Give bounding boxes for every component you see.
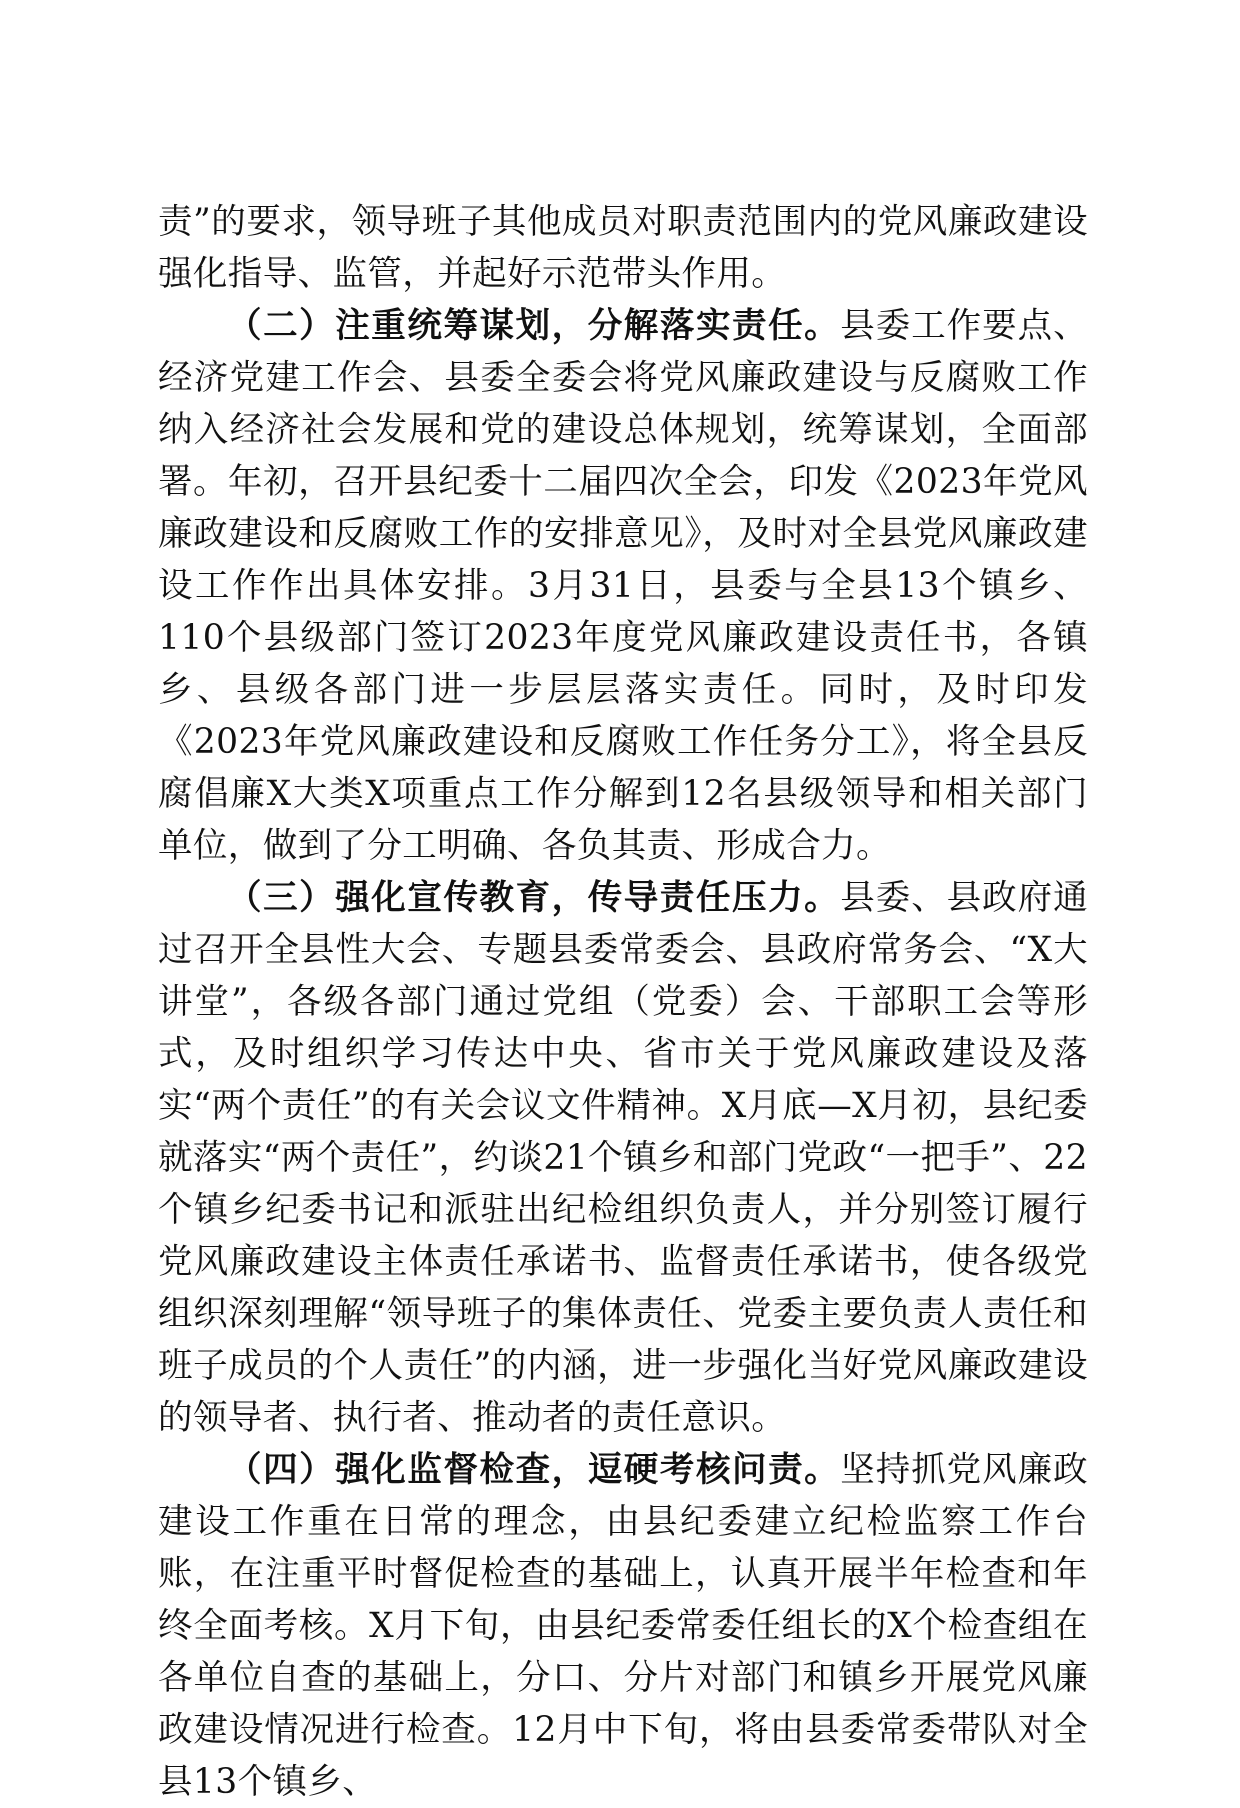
paragraph-section-3 bbox=[158, 872, 1088, 1444]
paragraph-text: 坚持抓党风廉政建设工作重在日常的理念，由县纪委建立纪检监察工作台账，在注重平时督促检查的基础上，认真开展半年检查和年终全面考核。X月下旬，由县纪委常委任组长的X个检查组在各单位自查的基础上，分口、分片对部门和镇乡开展党风廉政建设情况进行检查。12月中下旬，将由县委常委带队对全县13个镇乡、 bbox=[158, 1450, 1088, 1802]
section-heading: （二）注重统筹谋划，分解落实责任。 bbox=[227, 306, 841, 346]
paragraph-text: 责”的要求，领导班子其他成员对职责范围内的党风廉政建设强化指导、监管，并起好示范带头作用。 bbox=[158, 202, 1088, 294]
paragraph-continued bbox=[158, 196, 1088, 300]
paragraph-section-2 bbox=[158, 300, 1088, 872]
paragraph-text: 县委工作要点、经济党建工作会、县委全委会将党风廉政建设与反腐败工作纳入经济社会发展和党的建设总体规划，统筹谋划，全面部署。年初，召开县纪委十二届四次全会，印发《2023年党风廉政建设和反腐败工作的安排意见》，及时对全县党风廉政建设工作作出具体安排。3月31日，县委与全县13个镇乡、110个县级部门签订2023年度党风廉政建设责任书，各镇乡、县级各部门进一步层层落实责任。同时，及时印发《2023年党风廉政建设和反腐败工作任务分工》，将全县反腐倡廉X大类X项重点工作分解到12名县级领导和相关部门单位，做到了分工明确、各负其责、形成合力。 bbox=[158, 306, 1088, 866]
paragraph-section-4 bbox=[158, 1444, 1088, 1808]
section-heading: （四）强化监督检查，逗硬考核问责。 bbox=[227, 1450, 841, 1490]
paragraph-text: 县委、县政府通过召开全县性大会、专题县委常委会、县政府常务会、“X大讲堂”，各级各部门通过党组（党委）会、干部职工会等形式，及时组织学习传达中央、省市关于党风廉政建设及落实“两个责任”的有关会议文件精神。X月底—X月初，县纪委就落实“两个责任”，约谈21个镇乡和部门党政“一把手”、22个镇乡纪委书记和派驻出纪检组织负责人，并分别签订履行党风廉政建设主体责任承诺书、监督责任承诺书，使各级党组织深刻理解“领导班子的集体责任、党委主要负责人责任和班子成员的个人责任”的内涵，进一步强化当好党风廉政建设的领导者、执行者、推动者的责任意识。 bbox=[158, 878, 1088, 1438]
section-heading: （三）强化宣传教育，传导责任压力。 bbox=[227, 878, 841, 918]
document-body bbox=[158, 196, 1088, 1808]
